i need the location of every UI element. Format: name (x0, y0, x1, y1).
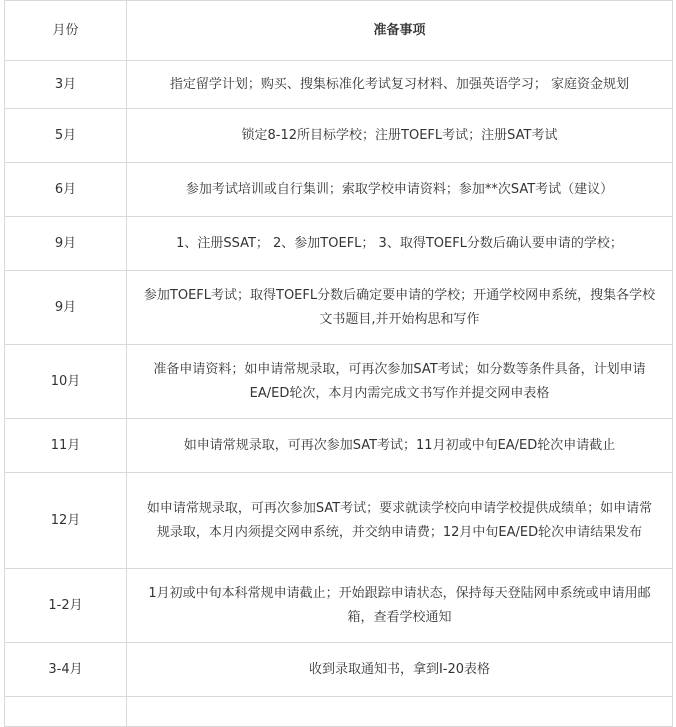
item-cell: 1月初或中旬本科常规申请截止；开始跟踪申请状态，保持每天登陆网申系统或申请用邮箱，查看学校通知 (127, 569, 673, 643)
month-cell: 3-4月 (5, 643, 127, 697)
header-month: 月份 (5, 1, 127, 61)
month-cell (5, 697, 127, 727)
table-header-row (5, 1, 673, 61)
month-cell: 9月 (5, 271, 127, 345)
table-row (5, 473, 673, 569)
item-cell: 准备申请资料；如申请常规录取，可再次参加SAT考试；如分数等条件具备，计划申请EA/ED轮次，本月内需完成文书写作并提交网申表格 (127, 345, 673, 419)
month-cell: 11月 (5, 419, 127, 473)
schedule-table-container (4, 0, 672, 727)
month-cell: 10月 (5, 345, 127, 419)
item-cell: 参加考试培训或自行集训；索取学校申请资料；参加**次SAT考试（建议） (127, 163, 673, 217)
table-row (5, 697, 673, 727)
month-cell: 12月 (5, 473, 127, 569)
month-cell: 1-2月 (5, 569, 127, 643)
month-cell: 6月 (5, 163, 127, 217)
table-row (5, 643, 673, 697)
month-cell: 5月 (5, 109, 127, 163)
table-row (5, 217, 673, 271)
item-cell: 指定留学计划；购买、搜集标准化考试复习材料、加强英语学习； 家庭资金规划 (127, 61, 673, 109)
table-row (5, 61, 673, 109)
schedule-table (4, 0, 673, 727)
month-cell: 9月 (5, 217, 127, 271)
item-cell (127, 697, 673, 727)
table-row (5, 271, 673, 345)
table-row (5, 163, 673, 217)
item-cell: 锁定8-12所目标学校；注册TOEFL考试；注册SAT考试 (127, 109, 673, 163)
table-row (5, 345, 673, 419)
item-cell: 1、注册SSAT； 2、参加TOEFL； 3、取得TOEFL分数后确认要申请的学校； (127, 217, 673, 271)
table-row (5, 569, 673, 643)
table-row (5, 109, 673, 163)
table-row (5, 419, 673, 473)
item-cell: 收到录取通知书，拿到I-20表格 (127, 643, 673, 697)
item-cell: 参加TOEFL考试；取得TOEFL分数后确定要申请的学校；开通学校网申系统，搜集各学校文书题目,并开始构思和写作 (127, 271, 673, 345)
item-cell: 如申请常规录取，可再次参加SAT考试；要求就读学校向申请学校提供成绩单；如申请常规录取，本月内须提交网申系统，并交纳申请费；12月中旬EA/ED轮次申请结果发布 (127, 473, 673, 569)
header-item: 准备事项 (127, 1, 673, 61)
item-cell: 如申请常规录取，可再次参加SAT考试；11月初或中旬EA/ED轮次申请截止 (127, 419, 673, 473)
month-cell: 3月 (5, 61, 127, 109)
